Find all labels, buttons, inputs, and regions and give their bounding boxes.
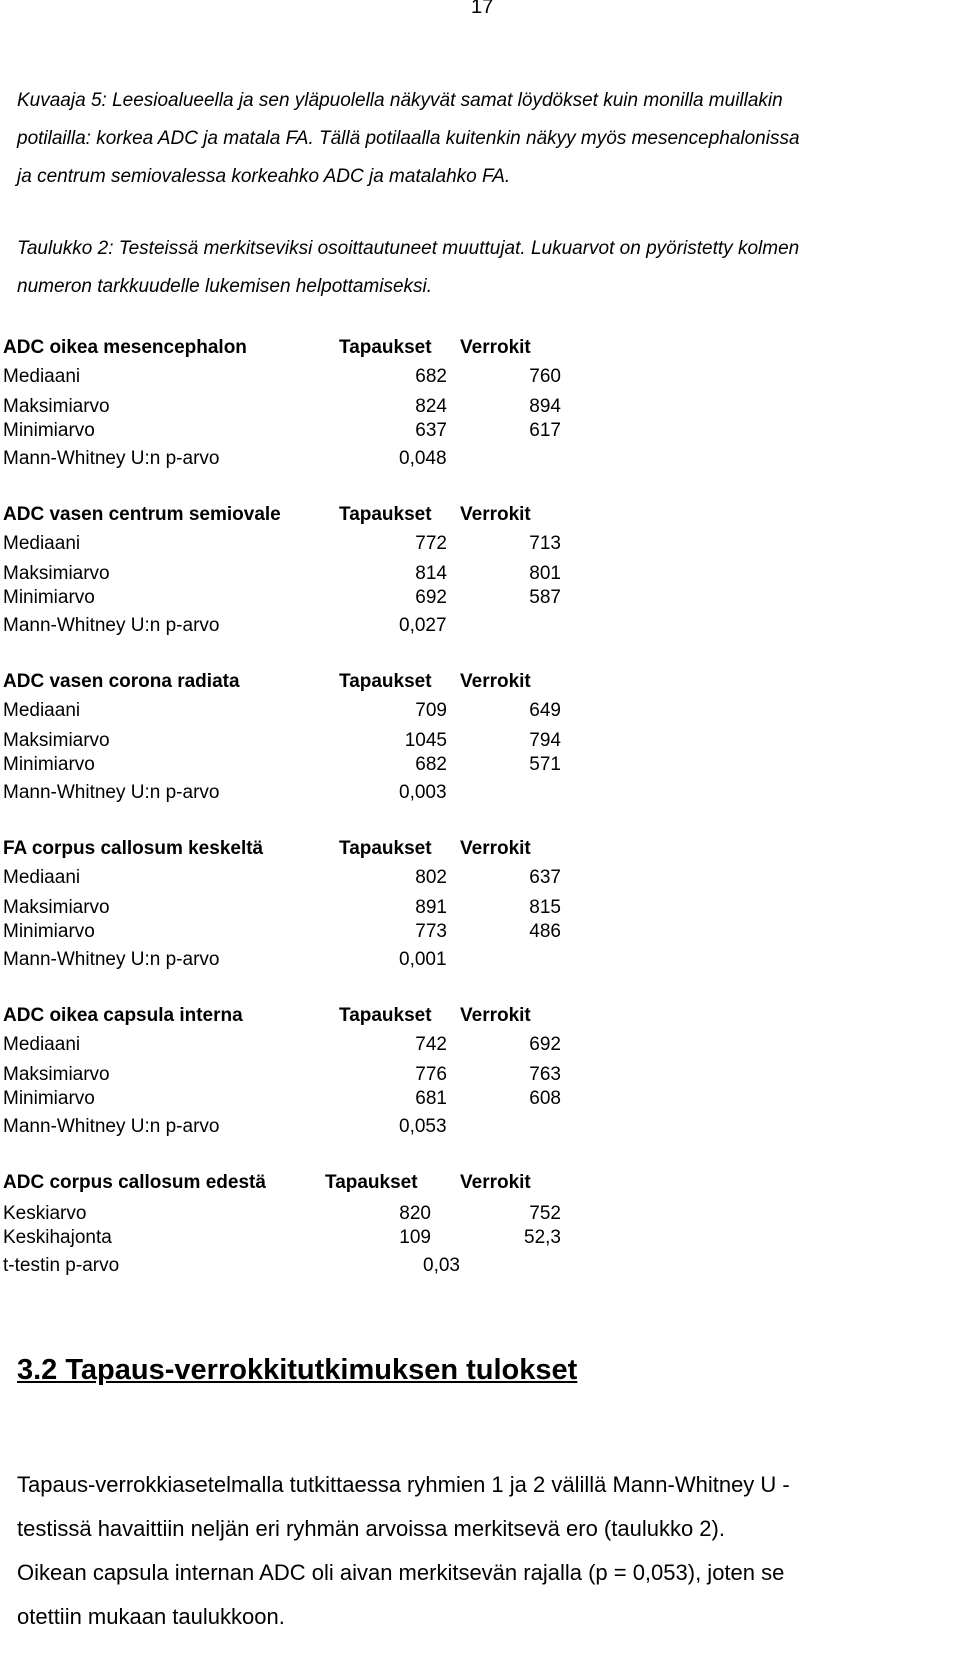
controls-value: 486 bbox=[529, 921, 561, 942]
column-header-controls: Verrokit bbox=[460, 838, 531, 859]
row-label: Mediaani bbox=[3, 366, 81, 387]
controls-value: 801 bbox=[529, 563, 561, 584]
column-header-controls: Verrokit bbox=[460, 671, 531, 692]
p-value-label: Mann-Whitney U:n p-arvo bbox=[3, 1116, 220, 1137]
table-header bbox=[3, 1005, 563, 1029]
row-label: Maksimiarvo bbox=[3, 563, 110, 584]
table-header bbox=[3, 1172, 563, 1196]
cases-value: 891 bbox=[415, 897, 447, 918]
table-title: ADC oikea mesencephalon bbox=[3, 337, 247, 358]
controls-value: 713 bbox=[529, 533, 561, 554]
p-value: 0,048 bbox=[399, 448, 447, 469]
cases-value: 773 bbox=[415, 921, 447, 942]
table-row bbox=[3, 1088, 563, 1112]
controls-value: 692 bbox=[529, 1034, 561, 1055]
row-label: Maksimiarvo bbox=[3, 396, 110, 417]
table-row bbox=[3, 533, 563, 557]
table-row bbox=[3, 1227, 563, 1251]
table-row bbox=[3, 730, 563, 754]
cases-value: 820 bbox=[399, 1203, 431, 1224]
table-row bbox=[3, 754, 563, 778]
table-row bbox=[3, 366, 563, 390]
table-row bbox=[3, 1034, 563, 1058]
row-label: Maksimiarvo bbox=[3, 897, 110, 918]
p-value: 0,027 bbox=[399, 615, 447, 636]
table-caption-line: Taulukko 2: Testeissä merkitseviksi osoittautuneet muuttujat. Lukuarvot on pyöristetty kolmen bbox=[17, 238, 800, 259]
controls-value: 587 bbox=[529, 587, 561, 608]
cases-value: 682 bbox=[415, 366, 447, 387]
page-number: 17 bbox=[471, 0, 494, 18]
table-row bbox=[3, 921, 563, 945]
row-label: Minimiarvo bbox=[3, 420, 95, 441]
controls-value: 571 bbox=[529, 754, 561, 775]
cases-value: 692 bbox=[415, 587, 447, 608]
table-caption-line: numeron tarkkuudelle lukemisen helpottamiseksi. bbox=[17, 276, 433, 297]
controls-value: 649 bbox=[529, 700, 561, 721]
p-value-row bbox=[3, 1116, 563, 1140]
cases-value: 802 bbox=[415, 867, 447, 888]
column-header-controls: Verrokit bbox=[460, 504, 531, 525]
p-value: 0,03 bbox=[423, 1255, 460, 1276]
p-value-label: Mann-Whitney U:n p-arvo bbox=[3, 448, 220, 469]
table-row bbox=[3, 867, 563, 891]
table-row bbox=[3, 563, 563, 587]
cases-value: 824 bbox=[415, 396, 447, 417]
table-row bbox=[3, 897, 563, 921]
row-label: Minimiarvo bbox=[3, 754, 95, 775]
p-value: 0,053 bbox=[399, 1116, 447, 1137]
column-header-cases: Tapaukset bbox=[339, 337, 432, 358]
cases-value: 682 bbox=[415, 754, 447, 775]
column-header-controls: Verrokit bbox=[460, 1005, 531, 1026]
controls-value: 760 bbox=[529, 366, 561, 387]
figure-caption-line: potilailla: korkea ADC ja matala FA. Tällä potilaalla kuitenkin näkyy myös mesencephalonissa bbox=[17, 128, 800, 149]
table-title: ADC oikea capsula interna bbox=[3, 1005, 243, 1026]
table-title: ADC vasen centrum semiovale bbox=[3, 504, 281, 525]
controls-value: 52,3 bbox=[524, 1227, 561, 1248]
column-header-controls: Verrokit bbox=[460, 337, 531, 358]
p-value-label: Mann-Whitney U:n p-arvo bbox=[3, 782, 220, 803]
table-row bbox=[3, 396, 563, 420]
cases-value: 681 bbox=[415, 1088, 447, 1109]
p-value: 0,003 bbox=[399, 782, 447, 803]
column-header-controls: Verrokit bbox=[460, 1172, 531, 1193]
table-row bbox=[3, 420, 563, 444]
body-text-line: Tapaus-verrokkiasetelmalla tutkittaessa ryhmien 1 ja 2 välillä Mann-Whitney U - bbox=[17, 1472, 790, 1497]
controls-value: 894 bbox=[529, 396, 561, 417]
cases-value: 776 bbox=[415, 1064, 447, 1085]
cases-value: 814 bbox=[415, 563, 447, 584]
row-label: Mediaani bbox=[3, 867, 81, 888]
cases-value: 109 bbox=[399, 1227, 431, 1248]
row-label: Maksimiarvo bbox=[3, 1064, 110, 1085]
row-label: Minimiarvo bbox=[3, 1088, 95, 1109]
row-label: Maksimiarvo bbox=[3, 730, 110, 751]
table-row bbox=[3, 587, 563, 611]
column-header-cases: Tapaukset bbox=[325, 1172, 418, 1193]
controls-value: 752 bbox=[529, 1203, 561, 1224]
p-value-row bbox=[3, 949, 563, 973]
cases-value: 1045 bbox=[404, 730, 447, 751]
p-value-label: Mann-Whitney U:n p-arvo bbox=[3, 615, 220, 636]
column-header-cases: Tapaukset bbox=[339, 504, 432, 525]
p-value-label: Mann-Whitney U:n p-arvo bbox=[3, 949, 220, 970]
body-text-line: testissä havaittiin neljän eri ryhmän arvoissa merkitsevä ero (taulukko 2). bbox=[17, 1516, 725, 1541]
row-label: Keskiarvo bbox=[3, 1203, 87, 1224]
p-value-row bbox=[3, 615, 563, 639]
column-header-cases: Tapaukset bbox=[339, 838, 432, 859]
body-text-line: otettiin mukaan taulukkoon. bbox=[17, 1604, 285, 1629]
controls-value: 815 bbox=[529, 897, 561, 918]
cases-value: 637 bbox=[415, 420, 447, 441]
table-title: ADC corpus callosum edestä bbox=[3, 1172, 266, 1193]
table-row bbox=[3, 700, 563, 724]
p-value: 0,001 bbox=[399, 949, 447, 970]
controls-value: 763 bbox=[529, 1064, 561, 1085]
p-value-row bbox=[3, 1255, 563, 1279]
row-label: Minimiarvo bbox=[3, 587, 95, 608]
table-row bbox=[3, 1203, 563, 1227]
row-label: Mediaani bbox=[3, 1034, 81, 1055]
table-title: FA corpus callosum keskeltä bbox=[3, 838, 264, 859]
figure-caption-line: Kuvaaja 5: Leesioalueella ja sen yläpuolella näkyvät samat löydökset kuin monilla muillakin bbox=[17, 90, 783, 111]
body-text-line: Oikean capsula internan ADC oli aivan merkitsevän rajalla (p = 0,053), joten se bbox=[17, 1560, 785, 1585]
figure-caption-line: ja centrum semiovalessa korkeahko ADC ja matalahko FA. bbox=[17, 166, 511, 187]
table-header bbox=[3, 671, 563, 695]
row-label: Minimiarvo bbox=[3, 921, 95, 942]
controls-value: 794 bbox=[529, 730, 561, 751]
section-heading: 3.2 Tapaus-verrokkitutkimuksen tulokset bbox=[17, 1354, 578, 1386]
table-title: ADC vasen corona radiata bbox=[3, 671, 240, 692]
controls-value: 617 bbox=[529, 420, 561, 441]
cases-value: 709 bbox=[415, 700, 447, 721]
p-value-row bbox=[3, 782, 563, 806]
p-value-row bbox=[3, 448, 563, 472]
table-header bbox=[3, 504, 563, 528]
table-row bbox=[3, 1064, 563, 1088]
cases-value: 742 bbox=[415, 1034, 447, 1055]
row-label: Mediaani bbox=[3, 700, 81, 721]
row-label: Mediaani bbox=[3, 533, 81, 554]
table-header bbox=[3, 838, 563, 862]
column-header-cases: Tapaukset bbox=[339, 1005, 432, 1026]
controls-value: 637 bbox=[529, 867, 561, 888]
p-value-label: t-testin p-arvo bbox=[3, 1255, 120, 1276]
table-header bbox=[3, 337, 563, 361]
controls-value: 608 bbox=[529, 1088, 561, 1109]
row-label: Keskihajonta bbox=[3, 1227, 112, 1248]
column-header-cases: Tapaukset bbox=[339, 671, 432, 692]
cases-value: 772 bbox=[415, 533, 447, 554]
